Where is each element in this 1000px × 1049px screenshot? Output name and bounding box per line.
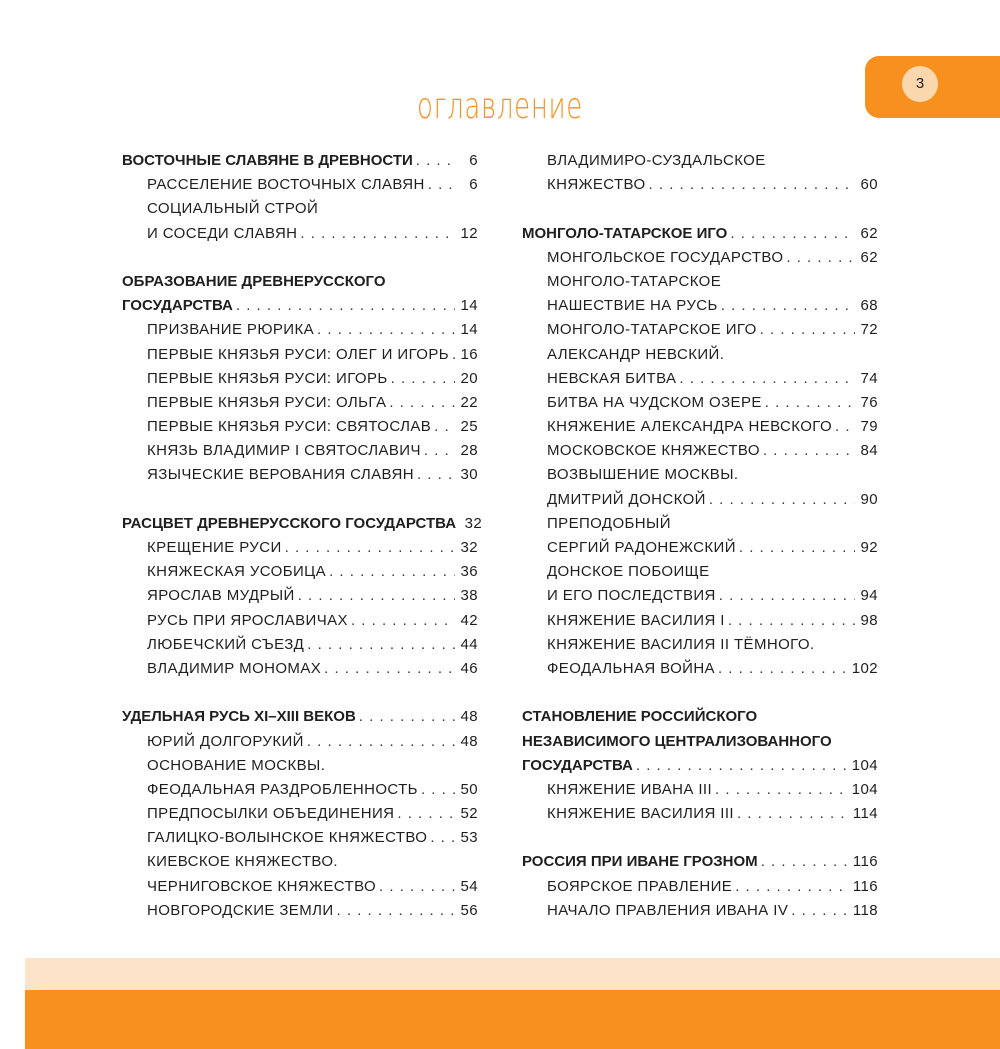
toc-leader-dots [324,660,455,677]
toc-entry[interactable] [122,805,478,829]
toc-entry[interactable] [522,612,878,636]
toc-leader-dots [417,466,455,483]
toc-entry-title: РАССЕЛЕНИЕ ВОСТОЧНЫХ СЛАВЯН [147,176,425,194]
toc-entry-title: НАШЕСТВИЕ НА РУСЬ [547,297,718,315]
toc-leader-dots [236,297,455,314]
toc-leader-dots [430,829,455,846]
toc-spacer [122,491,478,515]
toc-leader-dots [715,781,849,798]
toc-leader-dots [761,853,850,870]
toc-entry-title: КНЯЗЬ ВЛАДИМИР I СВЯТОСЛАВИЧ [147,442,421,460]
toc-entry[interactable] [122,176,478,200]
toc-entry[interactable] [522,297,878,321]
footer-band-dark [25,990,1000,1049]
toc-leader-dots [721,297,855,314]
toc-entry[interactable] [522,539,878,563]
toc-section-heading[interactable] [122,152,478,176]
toc-entry[interactable] [122,733,478,757]
toc-leader-dots [737,805,850,822]
toc-entry[interactable] [522,781,878,805]
toc-leader-dots [765,394,855,411]
toc-entry[interactable] [122,878,478,902]
toc-entry[interactable] [522,902,878,926]
toc-spacer [522,684,878,708]
toc-entry-title: КНЯЖЕСТВО [547,176,646,194]
toc-page-number: 14 [460,297,478,315]
toc-entry-title: ГАЛИЦКО-ВОЛЫНСКОЕ КНЯЖЕСТВО [147,829,428,847]
toc-entry-title: НАЧАЛО ПРАВЛЕНИЯ ИВАНА IV [547,901,789,919]
toc-entry[interactable] [122,781,478,805]
toc-leader-dots [285,539,455,556]
toc-left-column [122,152,483,926]
toc-entry-title: ЯЗЫЧЕСКИЕ ВЕРОВАНИЯ СЛАВЯН [147,466,414,484]
toc-entry-title: ГОСУДАРСТВА [522,756,633,774]
toc-leader-dots [649,176,855,193]
toc-entry[interactable] [522,491,878,515]
page-title: оглавление [417,86,583,127]
toc-entry-title: ГОСУДАРСТВА [122,297,233,315]
toc-leader-dots [389,394,455,411]
toc-section-heading[interactable] [522,853,878,877]
toc-entry-title: ОБРАЗОВАНИЕ ДРЕВНЕРУССКОГО [122,272,386,290]
toc-entry-title: ЧЕРНИГОВСКОЕ КНЯЖЕСТВО [147,877,377,895]
toc-page-number: 102 [851,659,878,677]
page-number-badge: 3 [902,66,938,102]
toc-page-number: 28 [460,442,478,460]
toc-entry-title: И СОСЕДИ СЛАВЯН [147,224,298,242]
toc-spacer [122,249,478,273]
toc-entry [522,152,878,176]
toc-entry-title: МОНГОЛО-ТАТАРСКОЕ ИГО [547,321,757,339]
toc-entry-title: КНЯЖЕСКАЯ УСОБИЦА [147,563,327,581]
toc-leader-dots [397,805,455,822]
toc-entry-title: РУСЬ ПРИ ЯРОСЛАВИЧАХ [147,611,348,629]
toc-leader-dots [379,878,455,895]
toc-entry[interactable] [522,418,878,442]
toc-entry[interactable] [522,660,878,684]
toc-entry-title: ВЛАДИМИРО-СУЗДАЛЬСКОЕ [547,152,766,169]
toc-page-number: 92 [860,539,878,556]
toc-page-number: 12 [460,224,478,242]
toc-leader-dots [679,370,855,387]
toc-entry [522,466,878,490]
toc-entry[interactable] [122,660,478,684]
toc-page-number: 98 [860,611,878,629]
toc-page-number: 6 [469,152,478,169]
toc-entry-title: КНЯЖЕНИЕ ВАСИЛИЯ II ТЁМНОГО. [547,635,815,653]
toc-entry-title: ДОНСКОЕ ПОБОИЩЕ [547,563,710,581]
toc-entry[interactable] [122,321,478,345]
toc-entry-title: ПЕРВЫЕ КНЯЗЬЯ РУСИ: ОЛЕГ И ИГОРЬ [147,345,449,363]
toc-section-heading [522,733,878,757]
toc-entry-title: КНЯЖЕНИЕ АЛЕКСАНДРА НЕВСКОГО [547,418,833,436]
toc-spacer [122,684,478,708]
toc-entry[interactable] [122,394,478,418]
toc-leader-dots [728,612,855,629]
toc-page-number: 50 [460,780,478,798]
toc-entry-title: НЕВСКАЯ БИТВА [547,369,677,387]
toc-entry-title: НОВГОРОДСКИЕ ЗЕМЛИ [147,901,334,919]
toc-leader-dots [391,370,455,387]
toc-page-number: 6 [469,176,478,194]
toc-leader-dots [719,587,855,604]
toc-page-number: 42 [460,611,478,629]
toc-page-number: 48 [460,732,478,750]
toc-page-number: 104 [851,756,878,774]
toc-leader-dots [791,902,850,919]
toc-entry-title: МОНГОЛО-ТАТАРСКОЕ [547,272,722,290]
toc-entry[interactable] [122,829,478,853]
toc-entry-title: ФЕОДАЛЬНАЯ РАЗДРОБЛЕННОСТЬ [147,780,418,798]
toc-leader-dots [835,418,855,435]
toc-entry[interactable] [522,805,878,829]
toc-leader-dots [735,878,850,895]
toc-entry-title: АЛЕКСАНДР НЕВСКИЙ. [547,345,725,363]
toc-spacer [522,829,878,853]
toc-right-column [522,152,878,926]
toc-page-number: 84 [860,442,878,460]
toc-entry[interactable] [122,539,478,563]
footer-band-light [25,958,1000,990]
toc-section-heading[interactable] [522,225,878,249]
toc-leader-dots [359,708,455,725]
toc-page-number: 116 [852,877,878,895]
toc-section-heading[interactable] [122,708,478,732]
toc-entry [122,853,478,877]
toc-entry-title: ПЕРВЫЕ КНЯЗЬЯ РУСИ: СВЯТОСЛАВ [147,418,432,436]
toc-entry [522,515,878,539]
toc-entry-title: ПРЕПОДОБНЫЙ [547,514,671,532]
toc-entry[interactable] [122,563,478,587]
toc-page-number: 36 [460,563,478,581]
toc-page-number: 94 [860,587,878,605]
toc-page-number: 32 [460,539,478,556]
toc-entry[interactable] [122,346,478,370]
toc-entry-title: КНЯЖЕНИЕ ИВАНА III [547,780,713,798]
toc-entry[interactable] [522,176,878,200]
toc-leader-dots [718,660,849,677]
toc-section-heading [122,273,478,297]
toc-entry-title: РАСЦВЕТ ДРЕВНЕРУССКОГО ГОСУДАРСТВА [122,514,457,532]
toc-entry[interactable] [522,370,878,394]
toc-page-number: 114 [852,805,878,823]
toc-leader-dots [424,442,455,459]
toc-entry[interactable] [122,636,478,660]
toc-entry[interactable] [122,225,478,249]
toc-leader-dots [434,418,455,435]
toc-entry [522,346,878,370]
toc-page-number: 14 [460,321,478,339]
toc-page-number: 53 [460,829,478,847]
toc-page-number: 32 [464,514,483,532]
toc-leader-dots [730,225,855,242]
toc-entry-title: КНЯЖЕНИЕ ВАСИЛИЯ I [547,611,725,629]
toc-entry-title: ПЕРВЫЕ КНЯЗЬЯ РУСИ: ИГОРЬ [147,369,388,387]
toc-entry[interactable] [122,370,478,394]
toc-leader-dots [317,321,455,338]
toc-entry-title: И ЕГО ПОСЛЕДСТВИЯ [547,587,716,605]
toc-page-number: 118 [852,901,878,919]
toc-entry-title: ПЕРВЫЕ КНЯЗЬЯ РУСИ: ОЛЬГА [147,393,387,411]
toc-page-number: 116 [852,853,878,871]
toc-leader-dots [739,539,855,556]
toc-page-number: 25 [460,418,478,436]
toc-leader-dots [760,321,855,338]
toc-leader-dots [416,152,455,169]
toc-entry [522,636,878,660]
toc-entry[interactable] [522,321,878,345]
toc-leader-dots [428,176,455,193]
toc-entry-title: БОЯРСКОЕ ПРАВЛЕНИЕ [547,877,733,895]
toc-entry [522,273,878,297]
toc-entry [122,200,478,224]
toc-entry-title: ДМИТРИЙ ДОНСКОЙ [547,490,706,508]
toc-entry [122,757,478,781]
toc-entry[interactable] [522,442,878,466]
toc-entry [522,563,878,587]
toc-entry-title: ЯРОСЛАВ МУДРЫЙ [147,587,295,605]
toc-entry[interactable] [522,249,878,273]
toc-entry[interactable] [122,466,478,490]
toc-entry-title: ПРЕДПОСЫЛКИ ОБЪЕДИНЕНИЯ [147,805,395,823]
toc-entry-title: БИТВА НА ЧУДСКОМ ОЗЕРЕ [547,393,762,411]
toc-entry-title: ВОСТОЧНЫЕ СЛАВЯНЕ В ДРЕВНОСТИ [122,152,413,169]
toc-section-heading[interactable] [122,514,483,539]
toc-page-number: 30 [460,466,478,484]
toc-page-number: 46 [460,659,478,677]
toc-leader-dots [636,757,849,774]
toc-page-number: 54 [460,877,478,895]
toc-page-number: 72 [860,321,878,339]
toc-page-number: 48 [460,708,478,726]
toc-page-number: 74 [860,369,878,387]
toc-entry[interactable] [122,442,478,466]
toc-page-number: 62 [860,248,878,266]
toc-entry-title: ВОЗВЫШЕНИЕ МОСКВЫ. [547,466,739,484]
toc-entry-title: ВЛАДИМИР МОНОМАХ [147,659,322,677]
toc-page-number: 76 [860,393,878,411]
toc-leader-dots [421,781,455,798]
toc-page-number: 62 [860,224,878,242]
toc-leader-dots [337,902,455,919]
toc-entry-title: ОСНОВАНИЕ МОСКВЫ. [147,756,326,774]
toc-page-number: 22 [460,393,478,411]
toc-entry-title: КНЯЖЕНИЕ ВАСИЛИЯ III [547,805,734,823]
toc-page-number: 38 [460,587,478,605]
toc-section-heading[interactable] [522,757,878,781]
toc-leader-dots [300,225,455,242]
toc-entry-title: СТАНОВЛЕНИЕ РОССИЙСКОГО [522,708,758,726]
toc-entry-title: СЕРГИЙ РАДОНЕЖСКИЙ [547,539,736,556]
toc-leader-dots [351,612,455,629]
toc-spacer [522,200,878,224]
toc-page-number: 90 [860,490,878,508]
toc-page-number: 56 [460,901,478,919]
toc-entry[interactable] [522,587,878,611]
toc-leader-dots [709,491,855,508]
toc-section-heading[interactable] [122,297,478,321]
toc-page-number: 52 [460,805,478,823]
toc-entry-title: МОНГОЛО-ТАТАРСКОЕ ИГО [522,224,728,242]
toc-entry[interactable] [122,612,478,636]
toc-entry-title: ЮРИЙ ДОЛГОРУКИЙ [147,732,304,750]
toc-entry-title: КРЕЩЕНИЕ РУСИ [147,539,282,556]
toc-leader-dots [763,442,855,459]
toc-entry-title: УДЕЛЬНАЯ РУСЬ XI–XIII ВЕКОВ [122,708,356,726]
toc-entry-title: ЛЮБЕЧСКИЙ СЪЕЗД [147,635,305,653]
toc-leader-dots [298,587,455,604]
toc-entry-title: НЕЗАВИСИМОГО ЦЕНТРАЛИЗОВАННОГО [522,732,832,750]
toc-page-number: 44 [460,635,478,653]
toc-page-number: 20 [460,369,478,387]
toc-entry[interactable] [122,587,478,611]
toc-page-number: 60 [860,176,878,194]
toc-leader-dots [786,249,855,266]
toc-leader-dots [329,563,455,580]
toc-leader-dots [307,733,455,750]
toc-entry-title: МОСКОВСКОЕ КНЯЖЕСТВО [547,442,760,460]
toc-leader-dots [307,636,455,653]
toc-entry-title: РОССИЯ ПРИ ИВАНЕ ГРОЗНОМ [522,853,758,871]
toc-page-number: 104 [851,780,878,798]
toc-entry[interactable] [122,902,478,926]
toc-section-heading [522,708,878,732]
toc-entry[interactable] [122,418,478,442]
toc-entry-title: КИЕВСКОЕ КНЯЖЕСТВО. [147,853,338,871]
toc-entry-title: МОНГОЛЬСКОЕ ГОСУДАРСТВО [547,248,784,266]
toc-leader-dots [452,346,455,363]
toc-entry-title: СОЦИАЛЬНЫЙ СТРОЙ [147,200,319,218]
toc-page-number: 79 [860,418,878,436]
toc-page-number: 16 [460,345,478,363]
toc-entry-title: ФЕОДАЛЬНАЯ ВОЙНА [547,659,715,677]
toc-entry-title: ПРИЗВАНИЕ РЮРИКА [147,321,315,339]
toc-entry[interactable] [522,394,878,418]
toc-entry[interactable] [522,878,878,902]
toc-page-number: 68 [860,297,878,315]
